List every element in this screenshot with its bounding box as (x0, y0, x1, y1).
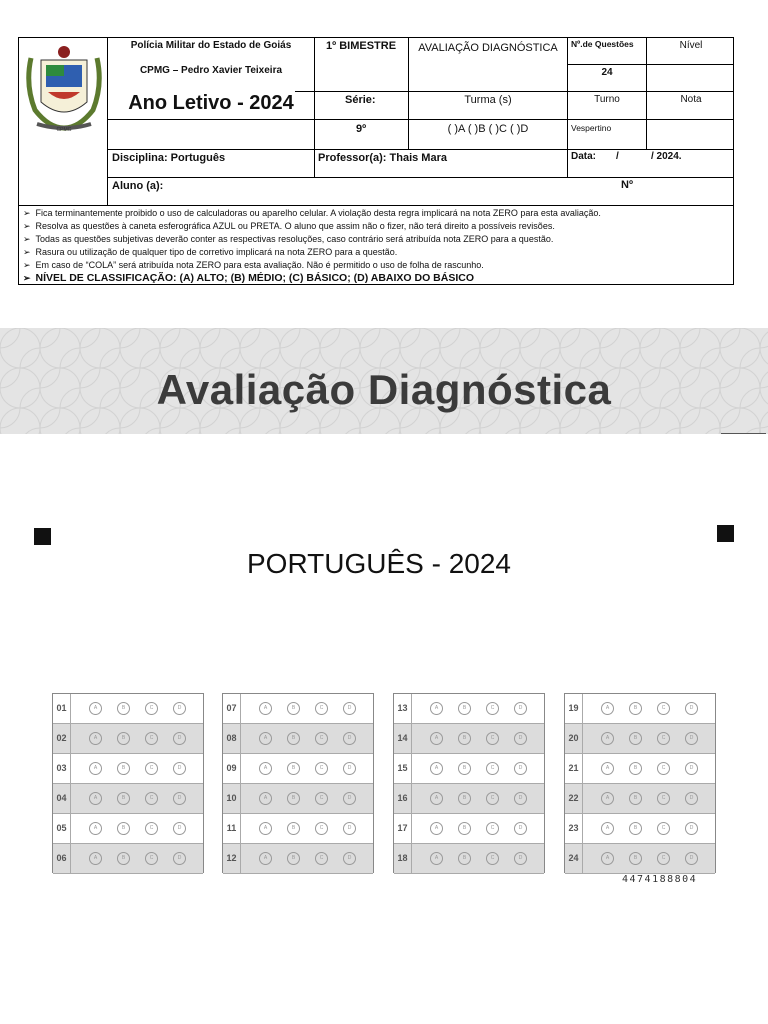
answer-bubble-a[interactable]: A (430, 852, 443, 865)
answer-row (565, 814, 715, 844)
answer-bubble-c[interactable]: C (657, 702, 670, 715)
question-number: 13 (394, 694, 412, 723)
answer-row (394, 784, 544, 814)
answer-bubble-d[interactable]: D (173, 822, 186, 835)
answer-bubble-a[interactable]: A (430, 822, 443, 835)
answer-bubble-b[interactable]: B (458, 732, 471, 745)
rule (567, 149, 568, 177)
header-table (18, 37, 734, 285)
answer-bubble-a[interactable]: A (601, 792, 614, 805)
answer-bubble-a[interactable]: A (601, 732, 614, 745)
turma-options[interactable]: ( )A ( )B ( )C ( )D (447, 123, 529, 135)
question-number: 21 (565, 754, 583, 783)
instruction-item: ➢ Rasura ou utilização de qualquer tipo de corretivo implicará na nota ZERO para a questão. (23, 247, 398, 257)
instruction-item: ➢ Fica terminantemente proibido o uso de calculadoras ou aparelho celular. A violação desta regra implicará na nota ZERO para esta avaliação. (23, 208, 601, 218)
answer-row (223, 784, 373, 814)
question-number: 17 (394, 814, 412, 843)
answer-bubble-d[interactable]: D (343, 822, 356, 835)
answer-row (53, 754, 203, 784)
answer-bubble-a[interactable]: A (89, 792, 102, 805)
answer-bubble-a[interactable]: A (601, 702, 614, 715)
answer-row (565, 724, 715, 754)
answer-row (53, 814, 203, 844)
instruction-item: ➢ Em caso de “COLA” será atribuída nota ZERO para esta avaliação. Não é permitido o uso de folha de rascunho. (23, 260, 484, 270)
school-year: Ano Letivo - 2024 (128, 92, 294, 114)
turno-label: Turno (594, 94, 620, 105)
question-number: 15 (394, 754, 412, 783)
answer-bubble-d[interactable]: D (173, 762, 186, 775)
date-year: / 2024. (651, 151, 682, 162)
answer-bubble-b[interactable]: B (117, 702, 130, 715)
answer-row (394, 694, 544, 724)
answer-bubble-c[interactable]: C (145, 702, 158, 715)
answer-bubble-b[interactable]: B (287, 702, 300, 715)
question-number: 01 (53, 694, 71, 723)
question-number: 06 (53, 844, 71, 873)
rule (107, 149, 733, 150)
teacher-label: Professor(a): Thais Mara (318, 152, 447, 164)
alignment-marker (34, 528, 51, 545)
answer-bubble-b[interactable]: B (117, 852, 130, 865)
answer-row (394, 844, 544, 874)
question-number: 09 (223, 754, 241, 783)
answer-bubble-d[interactable]: D (685, 822, 698, 835)
answer-bubble-c[interactable]: C (657, 792, 670, 805)
answer-bubble-d[interactable]: D (343, 702, 356, 715)
question-number: 03 (53, 754, 71, 783)
answer-bubble-c[interactable]: C (145, 792, 158, 805)
discipline-label: Disciplina: Português (112, 152, 226, 164)
question-number: 19 (565, 694, 583, 723)
date-label: Data: (571, 151, 597, 162)
answer-bubble-b[interactable]: B (287, 852, 300, 865)
answer-row (53, 784, 203, 814)
answer-bubble-a[interactable]: A (259, 852, 272, 865)
level-label: Nível (679, 40, 703, 51)
answer-bubble-c[interactable]: C (145, 762, 158, 775)
answer-bubble-b[interactable]: B (458, 702, 471, 715)
answer-bubble-c[interactable]: C (315, 852, 328, 865)
school-name: CPMG – Pedro Xavier Teixeira (139, 65, 283, 76)
question-number: 07 (223, 694, 241, 723)
answer-row (565, 844, 715, 874)
question-number: 12 (223, 844, 241, 873)
divider (721, 433, 766, 434)
question-number: 08 (223, 724, 241, 753)
question-number: 16 (394, 784, 412, 813)
answer-bubble-c[interactable]: C (315, 702, 328, 715)
answer-bubble-b[interactable]: B (287, 732, 300, 745)
answer-row (223, 754, 373, 784)
rule (408, 38, 409, 149)
answer-bubble-c[interactable]: C (315, 732, 328, 745)
answer-bubble-b[interactable]: B (629, 762, 642, 775)
answer-bubble-a[interactable]: A (259, 732, 272, 745)
answer-bubble-c[interactable]: C (486, 852, 499, 865)
answer-bubble-b[interactable]: B (629, 822, 642, 835)
question-number: 18 (394, 844, 412, 873)
answer-bubble-d[interactable]: D (685, 852, 698, 865)
assessment-label: AVALIAÇÃO DIAGNÓSTICA (418, 42, 558, 54)
answer-grid (52, 693, 204, 873)
answer-bubble-c[interactable]: C (657, 732, 670, 745)
answer-bubble-d[interactable]: D (685, 702, 698, 715)
rule (567, 64, 733, 65)
answer-bubble-b[interactable]: B (117, 792, 130, 805)
serie-value: 9º (356, 123, 367, 135)
answer-row (565, 784, 715, 814)
answer-bubble-a[interactable]: A (430, 762, 443, 775)
answer-bubble-b[interactable]: B (117, 732, 130, 745)
answer-bubble-a[interactable]: A (601, 762, 614, 775)
question-number: 02 (53, 724, 71, 753)
banner-title: Avaliação Diagnóstica (156, 366, 612, 413)
answer-bubble-a[interactable]: A (430, 792, 443, 805)
rule (19, 205, 733, 206)
answer-bubble-d[interactable]: D (685, 762, 698, 775)
answer-bubble-a[interactable]: A (259, 762, 272, 775)
answer-bubble-b[interactable]: B (629, 852, 642, 865)
answer-bubble-a[interactable]: A (601, 822, 614, 835)
answer-bubble-d[interactable]: D (343, 792, 356, 805)
answer-bubble-a[interactable]: A (259, 792, 272, 805)
answer-bubble-c[interactable]: C (145, 852, 158, 865)
school-crest-logo (21, 40, 107, 132)
answer-bubble-d[interactable]: D (173, 852, 186, 865)
question-number: 22 (565, 784, 583, 813)
instruction-classification: ➢ NÍVEL DE CLASSIFICAÇÃO: (A) ALTO; (B) MÉDIO; (C) BÁSICO; (D) ABAIXO DO BÁSICO (23, 272, 474, 284)
rule (107, 38, 108, 205)
title-banner (0, 328, 768, 434)
answer-bubble-a[interactable]: A (89, 762, 102, 775)
alignment-marker (717, 525, 734, 542)
answer-bubble-c[interactable]: C (486, 792, 499, 805)
answer-bubble-d[interactable]: D (514, 792, 527, 805)
answer-bubble-a[interactable]: A (89, 822, 102, 835)
answer-bubble-b[interactable]: B (287, 792, 300, 805)
answer-row (565, 754, 715, 784)
answer-bubble-c[interactable]: C (486, 762, 499, 775)
answer-bubble-c[interactable]: C (486, 822, 499, 835)
answer-bubble-c[interactable]: C (145, 732, 158, 745)
date-slash: / (616, 151, 619, 162)
answer-bubble-d[interactable]: D (685, 792, 698, 805)
answer-bubble-d[interactable]: D (514, 762, 527, 775)
answer-bubble-c[interactable]: C (486, 702, 499, 715)
answer-row (53, 844, 203, 874)
answer-bubble-c[interactable]: C (657, 762, 670, 775)
answer-row (394, 754, 544, 784)
answer-bubble-b[interactable]: B (458, 822, 471, 835)
question-number: 05 (53, 814, 71, 843)
answer-row (223, 814, 373, 844)
answer-bubble-d[interactable]: D (514, 702, 527, 715)
nota-field[interactable] (649, 119, 733, 149)
student-name-field[interactable] (127, 178, 617, 204)
answer-row (394, 814, 544, 844)
answer-bubble-c[interactable]: C (315, 822, 328, 835)
answer-bubble-b[interactable]: B (458, 792, 471, 805)
question-number: 23 (565, 814, 583, 843)
instruction-item: ➢ Resolva as questões à caneta esferográfica AZUL ou PRETA. O aluno que assim não o fizer, não terá direito a possíveis revisões. (23, 221, 555, 231)
answer-bubble-b[interactable]: B (287, 822, 300, 835)
answer-bubble-b[interactable]: B (629, 702, 642, 715)
answer-bubble-a[interactable]: A (430, 732, 443, 745)
answer-bubble-c[interactable]: C (145, 822, 158, 835)
institution-name: Polícia Militar do Estado de Goiás (130, 40, 292, 51)
rule (107, 119, 733, 120)
rule (295, 91, 733, 92)
rule (646, 119, 647, 149)
question-number: 24 (565, 844, 583, 873)
answer-bubble-a[interactable]: A (430, 702, 443, 715)
turno-value: Vespertino (571, 123, 612, 133)
answer-bubble-b[interactable]: B (458, 762, 471, 775)
svg-text:CPMG: CPMG (56, 127, 72, 132)
answer-grid (393, 693, 545, 873)
answer-row (394, 724, 544, 754)
answer-bubble-c[interactable]: C (657, 852, 670, 865)
answer-bubble-c[interactable]: C (315, 762, 328, 775)
answer-bubble-a[interactable]: A (89, 702, 102, 715)
answer-bubble-c[interactable]: C (486, 732, 499, 745)
subject-title: PORTUGUÊS - 2024 (246, 548, 512, 579)
answer-bubble-d[interactable]: D (173, 702, 186, 715)
bimester-label: 1º BIMESTRE (326, 40, 397, 52)
answer-row (223, 724, 373, 754)
student-number-label: Nº (621, 179, 633, 191)
serie-label: Série: (345, 94, 376, 106)
question-number: 14 (394, 724, 412, 753)
answer-row (223, 844, 373, 874)
answer-bubble-a[interactable]: A (259, 822, 272, 835)
question-number: 10 (223, 784, 241, 813)
answer-bubble-b[interactable]: B (629, 732, 642, 745)
instruction-item: ➢ Todas as questões subjetivas deverão conter as respectivas resoluções, caso contrário será atribuída nota ZERO para a questão. (23, 234, 554, 244)
answer-bubble-a[interactable]: A (601, 852, 614, 865)
answer-bubble-b[interactable]: B (458, 852, 471, 865)
turma-label: Turma (s) (464, 94, 512, 106)
answer-bubble-d[interactable]: D (343, 762, 356, 775)
question-number: 20 (565, 724, 583, 753)
answer-bubble-b[interactable]: B (629, 792, 642, 805)
answer-bubble-d[interactable]: D (514, 732, 527, 745)
question-number: 11 (223, 814, 241, 843)
nota-label: Nota (680, 94, 702, 105)
answer-bubble-a[interactable]: A (89, 852, 102, 865)
answer-row (565, 694, 715, 724)
answer-row (53, 694, 203, 724)
answer-bubble-b[interactable]: B (117, 822, 130, 835)
answer-bubble-a[interactable]: A (89, 732, 102, 745)
num-questions-label: Nº.de Questões (571, 39, 634, 49)
answer-row (53, 724, 203, 754)
answer-bubble-d[interactable]: D (343, 852, 356, 865)
answer-bubble-c[interactable]: C (657, 822, 670, 835)
num-questions-value: 24 (601, 67, 613, 78)
student-name-label: Aluno (a): (112, 180, 164, 192)
answer-bubble-d[interactable]: D (173, 732, 186, 745)
rule (314, 149, 315, 177)
answer-bubble-b[interactable]: B (117, 762, 130, 775)
answer-bubble-b[interactable]: B (287, 762, 300, 775)
answer-bubble-c[interactable]: C (315, 792, 328, 805)
question-number: 04 (53, 784, 71, 813)
answer-bubble-d[interactable]: D (514, 852, 527, 865)
answer-bubble-d[interactable]: D (514, 822, 527, 835)
answer-bubble-a[interactable]: A (259, 702, 272, 715)
answer-bubble-d[interactable]: D (685, 732, 698, 745)
answer-grid (222, 693, 374, 873)
sheet-code: 4474188804 (622, 874, 698, 885)
answer-grid (564, 693, 716, 873)
answer-bubble-d[interactable]: D (173, 792, 186, 805)
answer-row (223, 694, 373, 724)
answer-bubble-d[interactable]: D (343, 732, 356, 745)
